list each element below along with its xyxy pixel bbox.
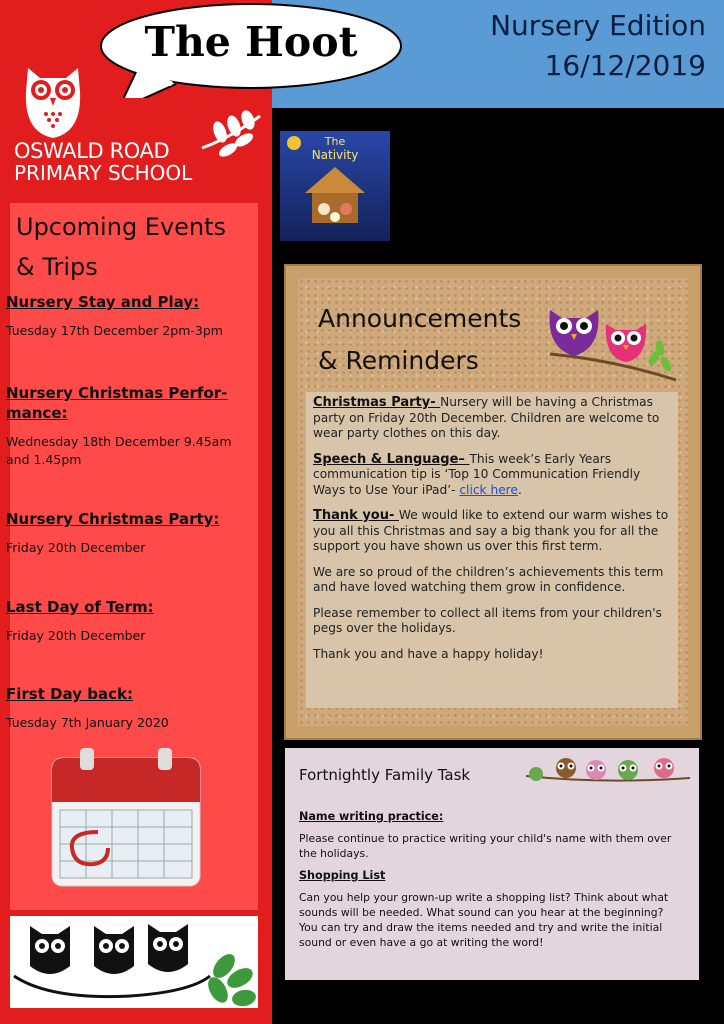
- school-name-line2: PRIMARY SCHOOL: [14, 161, 193, 185]
- event-heading: Last Day of Term:: [6, 598, 154, 616]
- shopping-list-text: Can you help your grown-up write a shopping list? Think about what sounds will be needed. What sound can you hear at the beginning? You can try and draw the items needed and try and write the initial sound or even have a go at writing the word!: [299, 891, 669, 949]
- book-title-line1: The: [324, 135, 346, 148]
- event-detail: Tuesday 17th December 2pm-3pm: [6, 323, 223, 338]
- edition-date: 16/12/2019: [544, 49, 706, 82]
- owl-logo-icon: [20, 62, 86, 140]
- speech-text: This week’s Early Years communication tip is ‘Top 10 Communication Friendly Ways to Use Your iPad’-: [313, 451, 641, 497]
- owls-on-branch-icon: [544, 300, 682, 384]
- name-writing-heading: Name writing practice:: [299, 810, 444, 823]
- speech-heading: Speech & Language–: [313, 451, 470, 467]
- thanks-text: We would like to extend our warm wishes to you all this Christmas and say a big thank you for all the support you have shown us over this first term.: [313, 508, 669, 553]
- pegs-paragraph: Please remember to collect all items from your children's pegs over the holidays.: [313, 605, 662, 635]
- newsletter-title: The Hoot: [144, 18, 358, 66]
- branch-icon: [200, 108, 262, 158]
- event-detail: Friday 20th December: [6, 540, 146, 555]
- event-detail: Wednesday 18th December 9.45am and 1.45pm: [6, 434, 232, 467]
- speech-paragraph: [313, 452, 671, 499]
- owls-icon: [10, 916, 258, 1008]
- edition-label: Nursery Edition: [490, 9, 706, 42]
- announcements-body: [306, 392, 678, 708]
- family-task-title: Fortnightly Family Task: [299, 766, 471, 784]
- party-paragraph: [313, 395, 671, 442]
- party-heading: Christmas Party-: [313, 395, 441, 410]
- party-text: Nursery will be having a Christmas party on Friday 20th December. Children are welcome to wear party clothes on this day.: [313, 395, 660, 440]
- events-title-line2: & Trips: [16, 253, 98, 281]
- speech-end: .: [517, 482, 522, 497]
- shopping-list-heading: Shopping List: [299, 869, 386, 882]
- event-detail: Tuesday 7th January 2020: [6, 715, 169, 730]
- name-writing-text: Please continue to practice writing your child's name with them over the holidays.: [299, 832, 672, 860]
- click-here-link[interactable]: click here: [459, 482, 518, 497]
- closing-paragraph: Thank you and have a happy holiday!: [313, 646, 544, 661]
- proud-paragraph: We are so proud of the children’s achievements this term and have loved watching them grow in confidence.: [313, 564, 664, 594]
- events-title-line1: Upcoming Events: [16, 213, 227, 241]
- thanks-paragraph: [313, 508, 671, 555]
- event-item: [6, 597, 242, 645]
- event-item: [6, 684, 242, 732]
- book-title-line2: Nativity: [311, 148, 359, 162]
- event-item: [6, 509, 242, 557]
- announcements-title-line1: Announcements: [318, 304, 522, 333]
- event-heading: Nursery Stay and Play:: [6, 293, 200, 311]
- event-heading: Nursery Christmas Party:: [6, 510, 220, 528]
- thanks-heading: Thank you-: [313, 508, 399, 523]
- event-item: [6, 383, 238, 469]
- calendar-icon: [50, 748, 202, 888]
- event-detail: Friday 20th December: [6, 628, 146, 643]
- announcements-title-line2: & Reminders: [318, 346, 479, 375]
- announcements-title: [318, 298, 521, 382]
- school-name: [14, 140, 192, 184]
- book-cover-icon: [280, 131, 390, 241]
- school-name-line1: OSWALD ROAD: [14, 139, 170, 163]
- owls-image-panel: [10, 916, 258, 1008]
- edition-info: [490, 6, 706, 86]
- event-heading: First Day back:: [6, 685, 133, 703]
- event-heading: Nursery Christmas Perfor-mance:: [6, 384, 228, 422]
- event-item: [6, 292, 242, 340]
- owls-row-icon: [524, 754, 692, 788]
